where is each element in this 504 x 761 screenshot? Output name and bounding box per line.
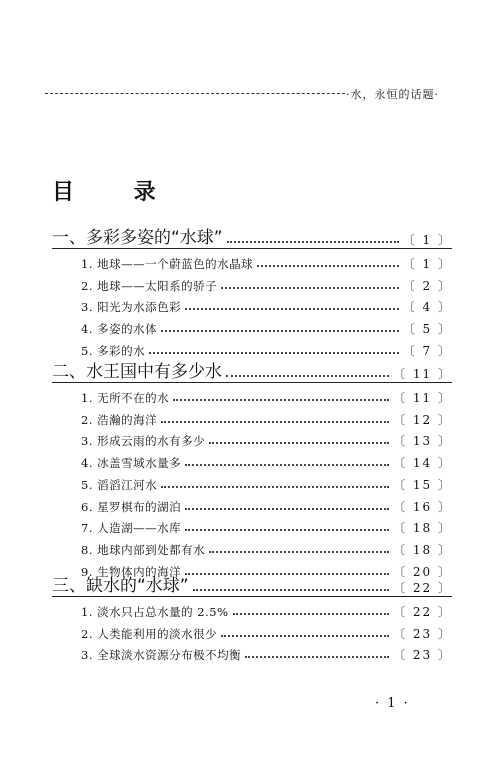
toc-page-number: 〔 11 〕 (393, 367, 452, 381)
toc-dot-leader (185, 508, 389, 510)
toc-chapter-title: 一、多彩多姿的“水球” (52, 228, 223, 248)
toc-section-row (55, 536, 452, 558)
toc-dot-leader (161, 421, 389, 423)
toc-dot-leader (161, 486, 389, 488)
toc-page-number: 〔 23 〕 (393, 648, 452, 663)
toc-page-number: 〔 11 〕 (393, 391, 452, 405)
toc-page-number: 〔 4 〕 (402, 300, 452, 315)
toc-section-title: 2. 地球——太阳系的骄子 (81, 278, 218, 293)
toc-chapter-row (52, 226, 452, 249)
toc-section-row (55, 250, 452, 272)
toc-section-row (55, 384, 452, 406)
toc-dot-leader (173, 399, 389, 401)
toc-page-number: 〔 20 〕 (393, 564, 452, 579)
toc-section-row (55, 598, 452, 620)
toc-dot-leader (227, 241, 399, 243)
toc-section-row (55, 272, 452, 294)
toc-dot-leader (257, 265, 399, 267)
toc-dot-leader (193, 589, 389, 591)
toc-page-number: 〔 18 〕 (393, 521, 452, 536)
toc-section-title: 8. 地球内部到处都有水 (81, 542, 206, 557)
toc-section-row (55, 493, 452, 515)
toc-dot-leader (209, 551, 389, 553)
toc-section-title: 1. 淡水只占总水量的 2.5% (81, 605, 229, 619)
toc-section-title: 3. 形成云雨的水有多少 (81, 434, 206, 449)
toc-section-title: 2. 浩瀚的海洋 (81, 412, 158, 427)
toc-page-number: 〔 7 〕 (402, 343, 452, 358)
toc-section-row (55, 293, 452, 315)
toc-dot-leader (185, 529, 389, 531)
toc-page-number: 〔 1 〕 (402, 233, 452, 247)
toc-dot-leader (233, 613, 390, 615)
toc-section-title: 2. 人类能利用的淡水很少 (81, 626, 218, 641)
toc-page-number: 〔 16 〕 (393, 499, 452, 514)
toc-section-title: 5. 滔滔江河水 (81, 477, 158, 492)
toc-dot-leader (245, 656, 389, 658)
toc-dot-leader (221, 635, 389, 637)
toc-section-title: 3. 全球淡水资源分布极不均衡 (81, 648, 242, 663)
toc-section-row (55, 449, 452, 471)
toc-heading: 目 录 (52, 180, 182, 205)
toc-section-row (55, 337, 452, 359)
toc-page-number: 〔 15 〕 (393, 477, 452, 492)
toc-dot-leader (185, 308, 399, 310)
toc-section-title: 1. 无所不在的水 (81, 391, 170, 405)
toc-dot-leader (149, 352, 399, 354)
toc-section-title: 6. 星罗棋布的湖泊 (81, 499, 182, 514)
toc-dot-leader (221, 287, 399, 289)
toc-section-row (55, 620, 452, 642)
toc-chapter-row (52, 360, 452, 383)
toc-section-title: 7. 人造湖——水库 (81, 521, 182, 536)
toc-section-title: 3. 阳光为水添色彩 (81, 300, 182, 315)
toc-page-number: 〔 1 〕 (402, 257, 452, 271)
header-rule (45, 93, 345, 94)
toc-section-title: 4. 多姿的水体 (81, 322, 158, 337)
toc-section-row (55, 641, 452, 663)
toc-section-title: 9. 生物体内的海洋 (81, 564, 182, 579)
toc-chapter-title: 二、水王国中有多少水 (52, 362, 222, 382)
toc-page-number: 〔 2 〕 (402, 278, 452, 293)
toc-page-number: 〔 14 〕 (393, 456, 452, 471)
toc-dot-leader (226, 375, 389, 377)
toc-section-title: 1. 地球——一个蔚蓝色的水晶球 (81, 257, 254, 271)
toc-page-number: 〔 5 〕 (402, 322, 452, 337)
toc-page-number: 〔 12 〕 (393, 412, 452, 427)
toc-dot-leader (209, 442, 389, 444)
toc-dot-leader (185, 464, 389, 466)
toc-section-row (55, 315, 452, 337)
toc-dot-leader (161, 330, 399, 332)
toc-page-number: 〔 18 〕 (393, 542, 452, 557)
toc-page-number: 〔 22 〕 (393, 581, 452, 595)
toc-section-row (55, 471, 452, 493)
toc-chapter-title: 三、缺水的“水球” (52, 576, 189, 596)
page-folio: · 1 · (375, 696, 410, 711)
toc-section-title: 5. 多彩的水 (81, 343, 146, 358)
toc-section-row (55, 427, 452, 449)
toc-page-number: 〔 23 〕 (393, 626, 452, 641)
toc-page-number: 〔 13 〕 (393, 434, 452, 449)
toc-section-title: 4. 冰盖雪域水量多 (81, 456, 182, 471)
toc-page-number: 〔 22 〕 (393, 605, 452, 619)
running-header-title: ·水，永恒的话题· (346, 88, 439, 101)
toc-section-row (55, 406, 452, 428)
toc-chapter-row (52, 574, 452, 597)
toc-section-row (55, 514, 452, 536)
